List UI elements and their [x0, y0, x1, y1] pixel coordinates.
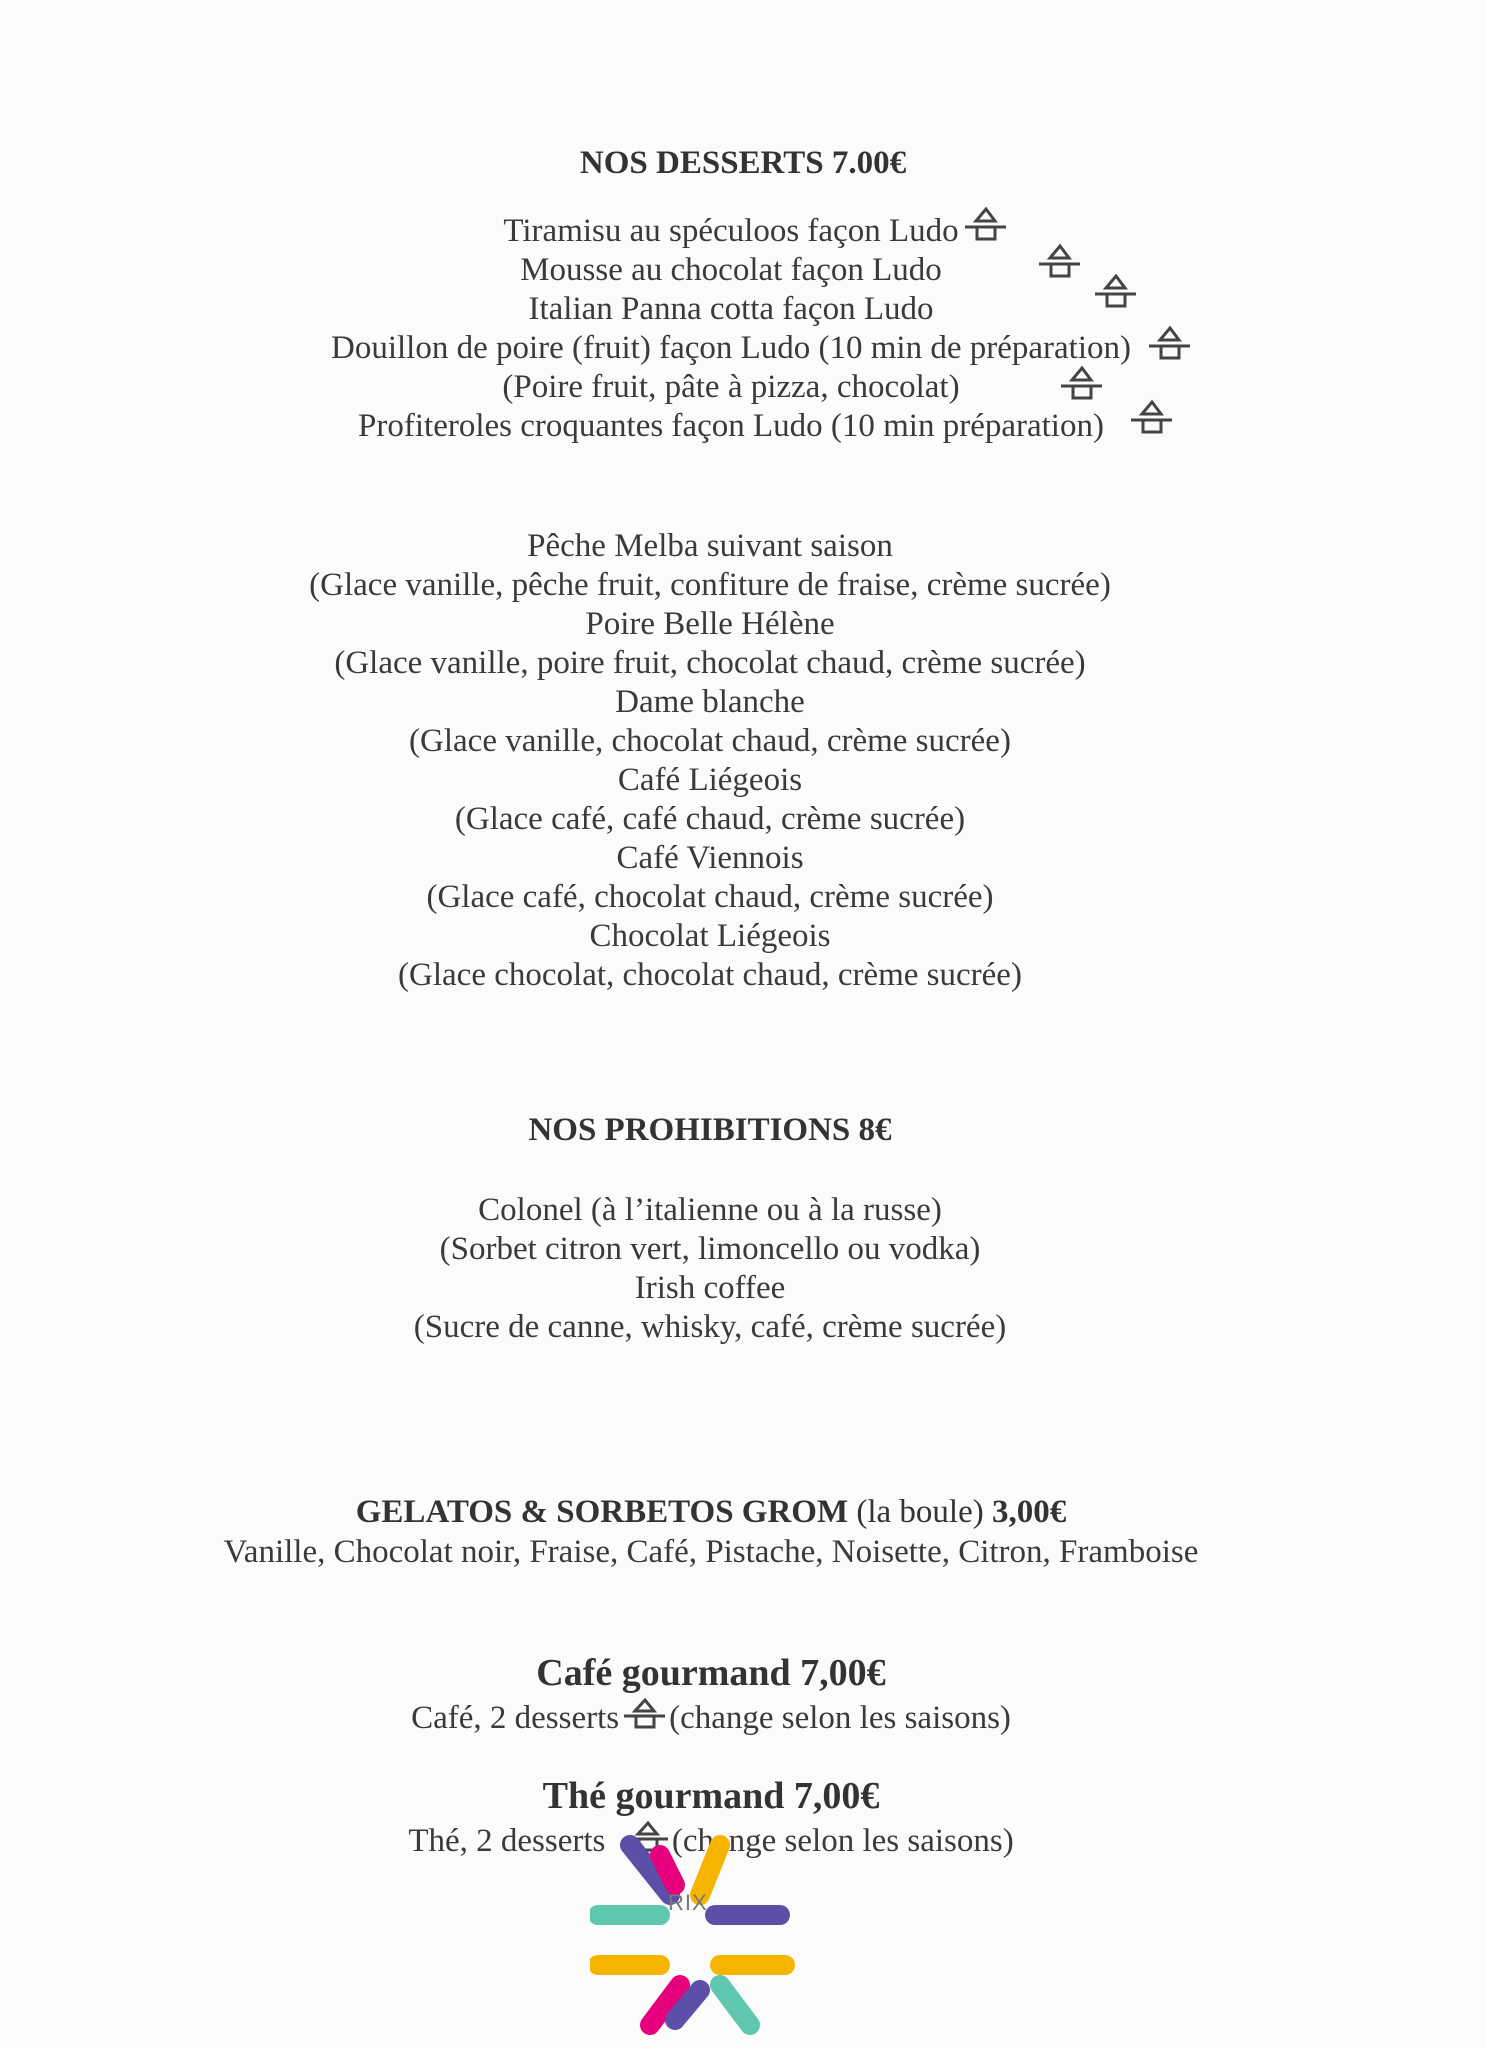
gelatos-heading [0, 1492, 1454, 1532]
coupe-name: Café Liégeois [617, 762, 803, 798]
gelatos-price: 3,00€ [991, 1494, 1067, 1530]
coupe-name: Dame blanche [615, 684, 805, 720]
dessert-item: Douillon de poire (fruit) façon Ludo (10 min de préparation) [331, 330, 1131, 366]
desserts-title: NOS DESSERTS [579, 145, 824, 181]
house-made-icon [1146, 322, 1192, 364]
coupe-desc: (Glace vanille, poire fruit, chocolat chaud, crème sucrée) [334, 645, 1086, 681]
gelatos-unit: (la boule) [856, 1494, 984, 1530]
the-gourmand-desc-text: Thé, 2 desserts [408, 1823, 606, 1859]
house-made-icon [1058, 362, 1104, 404]
dessert-item: Italian Panna cotta façon Ludo [528, 291, 934, 327]
dessert-item: Tiramisu au spéculoos façon Ludo [503, 213, 959, 249]
star-burst-logo [590, 1825, 800, 2035]
prohibition-item: (Sorbet citron vert, limoncello ou vodka) [439, 1231, 981, 1267]
house-made-icon [621, 1696, 667, 1732]
coupe-name: Chocolat Liégeois [589, 918, 831, 954]
dessert-item: (Poire fruit, pâte à pizza, chocolat) [502, 369, 960, 405]
coupe-name: Café Viennois [616, 840, 804, 876]
prohibition-item: (Sucre de canne, whisky, café, crème sucrée) [413, 1309, 1007, 1345]
dessert-item: Mousse au chocolat façon Ludo [520, 252, 942, 288]
house-made-icon [962, 203, 1008, 245]
gelatos-title: GELATOS & SORBETOS GROM [355, 1494, 849, 1530]
the-gourmand-title: Thé gourmand 7,00€ [542, 1775, 880, 1817]
cafe-gourmand-desc [0, 1696, 1454, 1738]
house-made-icon [1036, 240, 1082, 282]
coupe-desc: (Glace café, café chaud, crème sucrée) [454, 801, 966, 837]
coupe-name: Poire Belle Hélène [585, 606, 835, 642]
coupe-desc: (Glace vanille, chocolat chaud, crème sucrée) [409, 723, 1011, 759]
house-made-icon [1092, 270, 1138, 312]
coupe-desc: (Glace café, chocolat chaud, crème sucrée) [426, 879, 994, 915]
logo-text: RIX [668, 1890, 708, 1915]
coupe-desc: (Glace vanille, pêche fruit, confiture de fraise, crème sucrée) [309, 567, 1111, 603]
house-made-icon [1128, 396, 1174, 438]
desserts-price: 7.00€ [831, 145, 907, 181]
cafe-gourmand-season: (change selon les saisons) [669, 1700, 1011, 1736]
the-gourmand-season: (change selon les saisons) [671, 1823, 1014, 1859]
coupe-desc: (Glace chocolat, chocolat chaud, crème sucrée) [398, 957, 1022, 993]
prohibition-item: Irish coffee [634, 1270, 786, 1306]
desserts-heading [0, 143, 1486, 183]
gelatos-flavours: Vanille, Chocolat noir, Fraise, Café, Pistache, Noisette, Citron, Framboise [223, 1534, 1199, 1570]
dessert-item: Profiteroles croquantes façon Ludo (10 min préparation) [358, 408, 1104, 444]
prohibition-item: Colonel (à l’italienne ou à la russe) [478, 1192, 942, 1228]
prohibitions-title: NOS PROHIBITIONS 8€ [528, 1112, 892, 1148]
cafe-gourmand-title: Café gourmand 7,00€ [536, 1652, 886, 1694]
cafe-gourmand-desc-text: Café, 2 desserts [411, 1700, 620, 1736]
coupe-name: Pêche Melba suivant saison [527, 528, 893, 564]
